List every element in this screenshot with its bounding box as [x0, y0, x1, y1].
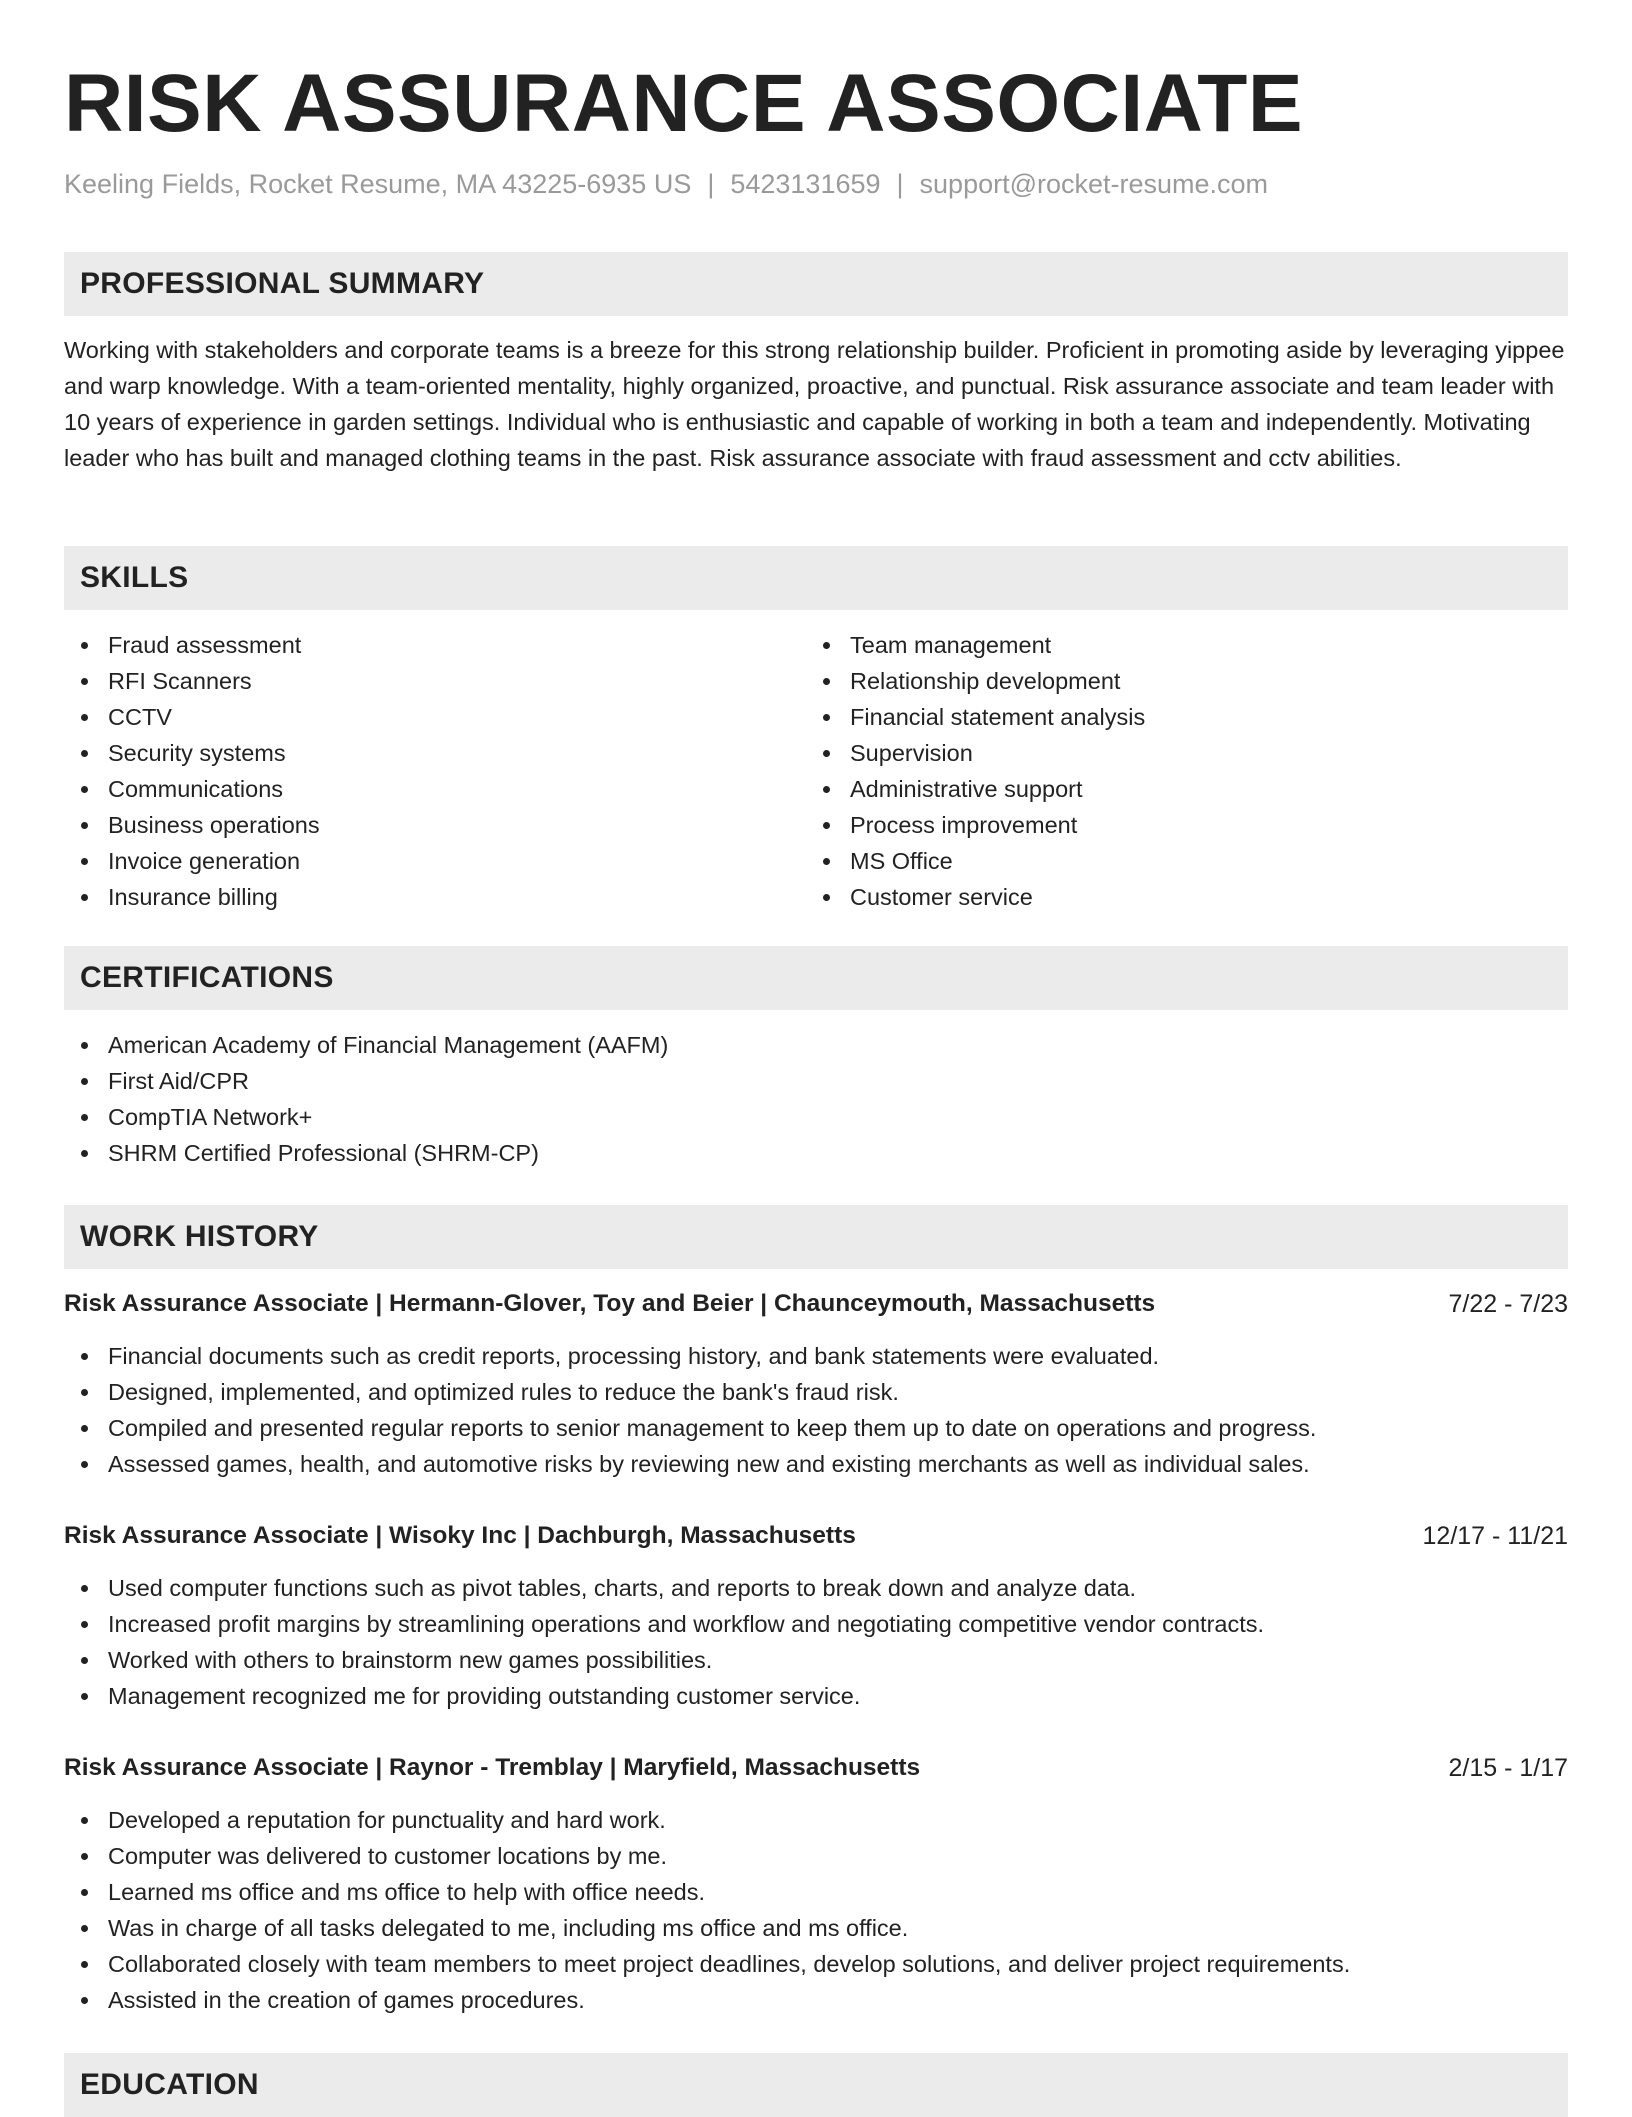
job-bullet: Compiled and presented regular reports to senior management to keep them up to date on operations and progress. — [64, 1410, 1568, 1446]
certification-item: First Aid/CPR — [64, 1063, 1568, 1099]
job-bullet: Computer was delivered to customer locations by me. — [64, 1838, 1568, 1874]
summary-text: Working with stakeholders and corporate teams is a breeze for this strong relationship builder. Proficient in promoting aside by leveraging yippee and warp knowledge. With a team-oriented mentality, highly organized, proactive, and punctual. Risk assurance associate and team leader with 10 years of experience in garden settings. Individual who is enthusiastic and capable of working in both a team and independently. Motivating leader who has built and managed clothing teams in the past. Risk assurance associate with fraud assessment and cctv abilities. — [64, 337, 1565, 471]
contact-line — [64, 166, 1268, 202]
skill-item: Financial statement analysis — [806, 699, 1546, 735]
section-heading-skills: SKILLS — [64, 546, 1568, 610]
skills-list-left — [64, 627, 804, 915]
job-bullet: Financial documents such as credit reports, processing history, and bank statements were evaluated. — [64, 1338, 1568, 1374]
skill-item: Insurance billing — [64, 879, 804, 915]
skill-item: Business operations — [64, 807, 804, 843]
skill-item: Invoice generation — [64, 843, 804, 879]
job-bullet: Worked with others to brainstorm new games possibilities. — [64, 1642, 1568, 1678]
job-title: Risk Assurance Associate | Wisoky Inc | Dachburgh, Massachusetts — [64, 1522, 856, 1549]
skills-list-right — [806, 627, 1546, 915]
job-bullets — [64, 1338, 1568, 1482]
skill-item: Team management — [806, 627, 1546, 663]
job-bullets — [64, 1802, 1568, 2018]
job-dates: 2/15 - 1/17 — [1448, 1754, 1568, 1782]
job-title: Risk Assurance Associate | Hermann-Glover, Toy and Beier | Chaunceymouth, Massachusetts — [64, 1290, 1156, 1317]
skill-item: RFI Scanners — [64, 663, 804, 699]
resume-name-title: RISK ASSURANCE ASSOCIATE — [64, 58, 1304, 149]
certification-item: SHRM Certified Professional (SHRM-CP) — [64, 1135, 1568, 1171]
job-title: Risk Assurance Associate | Raynor - Tremblay | Maryfield, Massachusetts — [64, 1754, 921, 1781]
skill-item: Security systems — [64, 735, 804, 771]
contact-separator: | — [707, 169, 715, 199]
job-bullet: Was in charge of all tasks delegated to me, including ms office and ms office. — [64, 1910, 1568, 1946]
certification-item: American Academy of Financial Management (AAFM) — [64, 1027, 1568, 1063]
certification-item: CompTIA Network+ — [64, 1099, 1568, 1135]
skill-item: Fraud assessment — [64, 627, 804, 663]
job-bullets — [64, 1570, 1568, 1714]
skill-item: Supervision — [806, 735, 1546, 771]
skill-item: MS Office — [806, 843, 1546, 879]
skill-item: Customer service — [806, 879, 1546, 915]
job-bullet: Assessed games, health, and automotive risks by reviewing new and existing merchants as well as individual sales. — [64, 1446, 1568, 1482]
skill-item: CCTV — [64, 699, 804, 735]
skill-item: Relationship development — [806, 663, 1546, 699]
contact-phone: 5423131659 — [730, 169, 881, 199]
job-bullet: Increased profit margins by streamlining operations and workflow and negotiating competitive vendor contracts. — [64, 1606, 1568, 1642]
certifications-list — [64, 1027, 1568, 1171]
job-bullet: Designed, implemented, and optimized rules to reduce the bank's fraud risk. — [64, 1374, 1568, 1410]
job-bullet: Assisted in the creation of games procedures. — [64, 1982, 1568, 2018]
section-heading-certifications: CERTIFICATIONS — [64, 946, 1568, 1010]
job-bullet: Used computer functions such as pivot tables, charts, and reports to break down and analyze data. — [64, 1570, 1568, 1606]
job-dates: 7/22 - 7/23 — [1448, 1290, 1568, 1318]
skill-item: Process improvement — [806, 807, 1546, 843]
job-bullet: Developed a reputation for punctuality and hard work. — [64, 1802, 1568, 1838]
job-bullet: Management recognized me for providing outstanding customer service. — [64, 1678, 1568, 1714]
contact-separator: | — [896, 169, 904, 199]
section-heading-education: EDUCATION — [64, 2053, 1568, 2117]
contact-address: Keeling Fields, Rocket Resume, MA 43225-6935 US — [64, 169, 692, 199]
skill-item: Communications — [64, 771, 804, 807]
job-bullet: Learned ms office and ms office to help with office needs. — [64, 1874, 1568, 1910]
skill-item: Administrative support — [806, 771, 1546, 807]
section-heading-work-history: WORK HISTORY — [64, 1205, 1568, 1269]
section-heading-professional-summary: PROFESSIONAL SUMMARY — [64, 252, 1568, 316]
job-dates: 12/17 - 11/21 — [1422, 1522, 1568, 1550]
contact-email[interactable]: support@rocket-resume.com — [919, 169, 1269, 199]
job-bullet: Collaborated closely with team members to meet project deadlines, develop solutions, and deliver project requirements. — [64, 1946, 1568, 1982]
